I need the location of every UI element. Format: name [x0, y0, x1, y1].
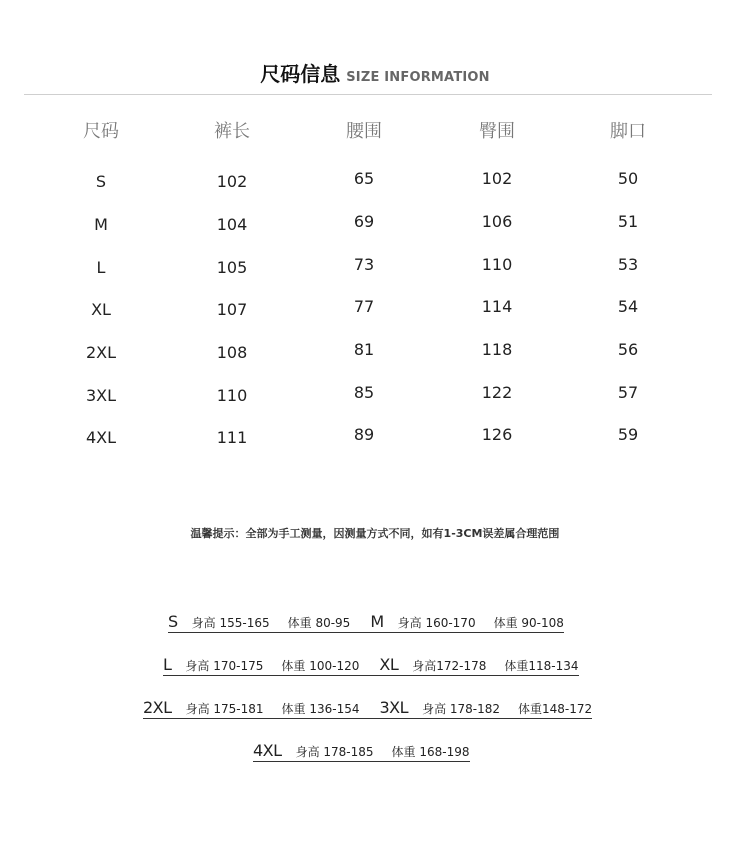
recommend-size: L	[163, 655, 172, 674]
cell-hem: 57	[617, 383, 639, 402]
recommend-weight: 体重 136-154	[281, 702, 360, 716]
cell-size: 2XL	[85, 343, 117, 362]
measurement-note: 温馨提示：全部为手工测量，因测量方式不同，如有1-3CM误差属合理范围	[190, 527, 560, 540]
recommend-weight: 体重 80-95	[287, 616, 351, 630]
cell-length: 102	[216, 172, 248, 191]
cell-length: 111	[216, 428, 248, 447]
recommend-height: 身高 175-181	[185, 702, 264, 716]
cell-hem: 59	[617, 425, 639, 444]
cell-length: 105	[216, 258, 248, 277]
cell-hem: 50	[617, 169, 639, 188]
cell-waist: 81	[353, 340, 375, 359]
cell-waist: 85	[353, 383, 375, 402]
cell-length: 104	[216, 215, 248, 234]
cell-length: 108	[216, 343, 248, 362]
cell-hem: 56	[617, 340, 639, 359]
cell-size: S	[95, 172, 107, 191]
title-cn: 尺码信息	[260, 62, 341, 86]
cell-hem: 53	[617, 255, 639, 274]
cell-hip: 102	[481, 169, 513, 188]
recommend-height: 身高 170-175	[185, 659, 264, 673]
title-en: SIZE INFORMATION	[346, 70, 490, 85]
cell-hip: 122	[481, 383, 513, 402]
recommend-size: 2XL	[143, 698, 172, 717]
cell-waist: 69	[353, 212, 375, 231]
recommend-height: 身高172-178	[412, 659, 487, 673]
recommend-weight: 体重148-172	[518, 702, 593, 716]
recommend-line	[163, 657, 579, 676]
recommend-height: 身高 178-182	[422, 702, 501, 716]
cell-hem: 51	[617, 212, 639, 231]
cell-hip: 110	[481, 255, 513, 274]
recommend-line	[253, 743, 470, 762]
cell-hem: 54	[617, 297, 639, 316]
recommend-size: S	[168, 612, 178, 631]
recommend-line	[143, 700, 592, 719]
cell-waist: 65	[353, 169, 375, 188]
cell-size: 4XL	[85, 428, 117, 447]
cell-size: XL	[91, 300, 111, 319]
cell-hip: 106	[481, 212, 513, 231]
page-title	[0, 58, 750, 87]
recommend-weight: 体重118-134	[504, 659, 579, 673]
header-hem: 脚口	[610, 121, 646, 142]
recommend-weight: 体重 90-108	[493, 616, 564, 630]
recommend-weight: 体重 100-120	[281, 659, 360, 673]
cell-length: 107	[216, 300, 248, 319]
cell-size: M	[94, 215, 108, 234]
recommend-height: 身高 155-165	[191, 616, 270, 630]
recommend-height: 身高 160-170	[397, 616, 476, 630]
cell-hip: 126	[481, 425, 513, 444]
header-size: 尺码	[83, 121, 119, 142]
recommend-line	[168, 614, 564, 633]
header-waist: 腰围	[346, 121, 382, 142]
recommend-height: 身高 178-185	[295, 745, 374, 759]
recommend-size: M	[370, 612, 384, 631]
recommend-size: XL	[379, 655, 399, 674]
header-length: 裤长	[214, 121, 250, 142]
cell-hip: 118	[481, 340, 513, 359]
recommend-weight: 体重 168-198	[391, 745, 470, 759]
cell-waist: 73	[353, 255, 375, 274]
header-hip: 臀围	[479, 121, 515, 142]
cell-waist: 89	[353, 425, 375, 444]
cell-length: 110	[216, 386, 248, 405]
title-divider	[24, 94, 712, 95]
recommend-size: 4XL	[253, 741, 282, 760]
cell-hip: 114	[481, 297, 513, 316]
cell-size: L	[96, 258, 106, 277]
recommend-size: 3XL	[379, 698, 409, 717]
cell-size: 3XL	[85, 386, 117, 405]
cell-waist: 77	[353, 297, 375, 316]
